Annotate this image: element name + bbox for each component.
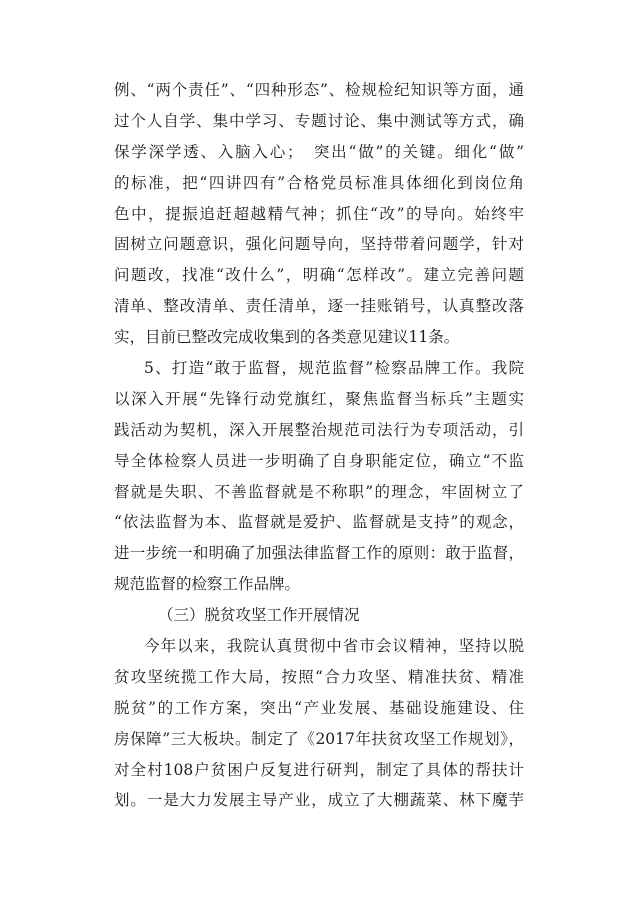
text-line: 过个人自学、集中学习、专题讨论、集中测试等方式，确 bbox=[114, 111, 524, 130]
text-line: 色中，提振追赶超越精气神；抓住“改”的导向。始终牢 bbox=[114, 204, 524, 223]
text-line: 对全村108户贫困户反复进行研判，制定了具体的帮扶计 bbox=[114, 760, 524, 779]
text-line: 以深入开展“先锋行动党旗红，聚焦监督当标兵”主题实 bbox=[114, 389, 524, 408]
text-line: 房保障”三大板块。制定了《2017年扶贫攻坚工作规划》， bbox=[114, 729, 524, 748]
text-line: 今年以来，我院认真贯彻中省市会议精神，坚持以脱 bbox=[144, 637, 524, 656]
document-body bbox=[114, 75, 524, 816]
text-line: 督就是失职、不善监督就是不称职”的理念，牢固树立了 bbox=[114, 482, 524, 501]
section-5-heading-line: 5、打造“敢于监督，规范监督”检察品牌工作。我院 bbox=[144, 359, 524, 378]
text-line: 实，目前已整改完成收集到的各类意见建议11条。 bbox=[114, 328, 460, 347]
text-line: 导全体检察人员进一步明确了自身职能定位，确立“不监 bbox=[114, 451, 524, 470]
text-line: 固树立问题意识，强化问题导向，坚持带着问题学，针对 bbox=[114, 235, 524, 254]
text-line: 脱贫”的工作方案，突出“产业发展、基础设施建设、住 bbox=[114, 698, 524, 717]
text-line: 保学深学透、入脑入心； 突出“做”的关键。细化“做” bbox=[114, 142, 524, 161]
text-line: 问题改，找准“改什么”，明确“怎样改”。建立完善问题 bbox=[114, 266, 524, 285]
text-line: 进一步统一和明确了加强法律监督工作的原则：敢于监督， bbox=[114, 544, 524, 563]
text-line: 践活动为契机，深入开展整治规范司法行为专项活动，引 bbox=[114, 420, 524, 439]
text-line: 的标准，把“四讲四有”合格党员标准具体细化到岗位角 bbox=[114, 173, 524, 192]
text-line: 规范监督的检察工作品牌。 bbox=[114, 575, 301, 594]
text-line: 划。一是大力发展主导产业，成立了大棚蔬菜、林下魔芋 bbox=[114, 791, 524, 810]
section-heading: （三）脱贫攻坚工作开展情况 bbox=[158, 606, 360, 625]
text-line: 贫攻坚统揽工作大局，按照“合力攻坚、精准扶贫、精准 bbox=[114, 667, 524, 686]
text-line: “依法监督为本、监督就是爱护、监督就是支持”的观念， bbox=[114, 513, 524, 532]
text-line: 例、“两个责任”、“四种形态”、检规检纪知识等方面，通 bbox=[114, 81, 524, 99]
text-line: 清单、整改清单、责任清单，逐一挂账销号，认真整改落 bbox=[114, 297, 524, 316]
